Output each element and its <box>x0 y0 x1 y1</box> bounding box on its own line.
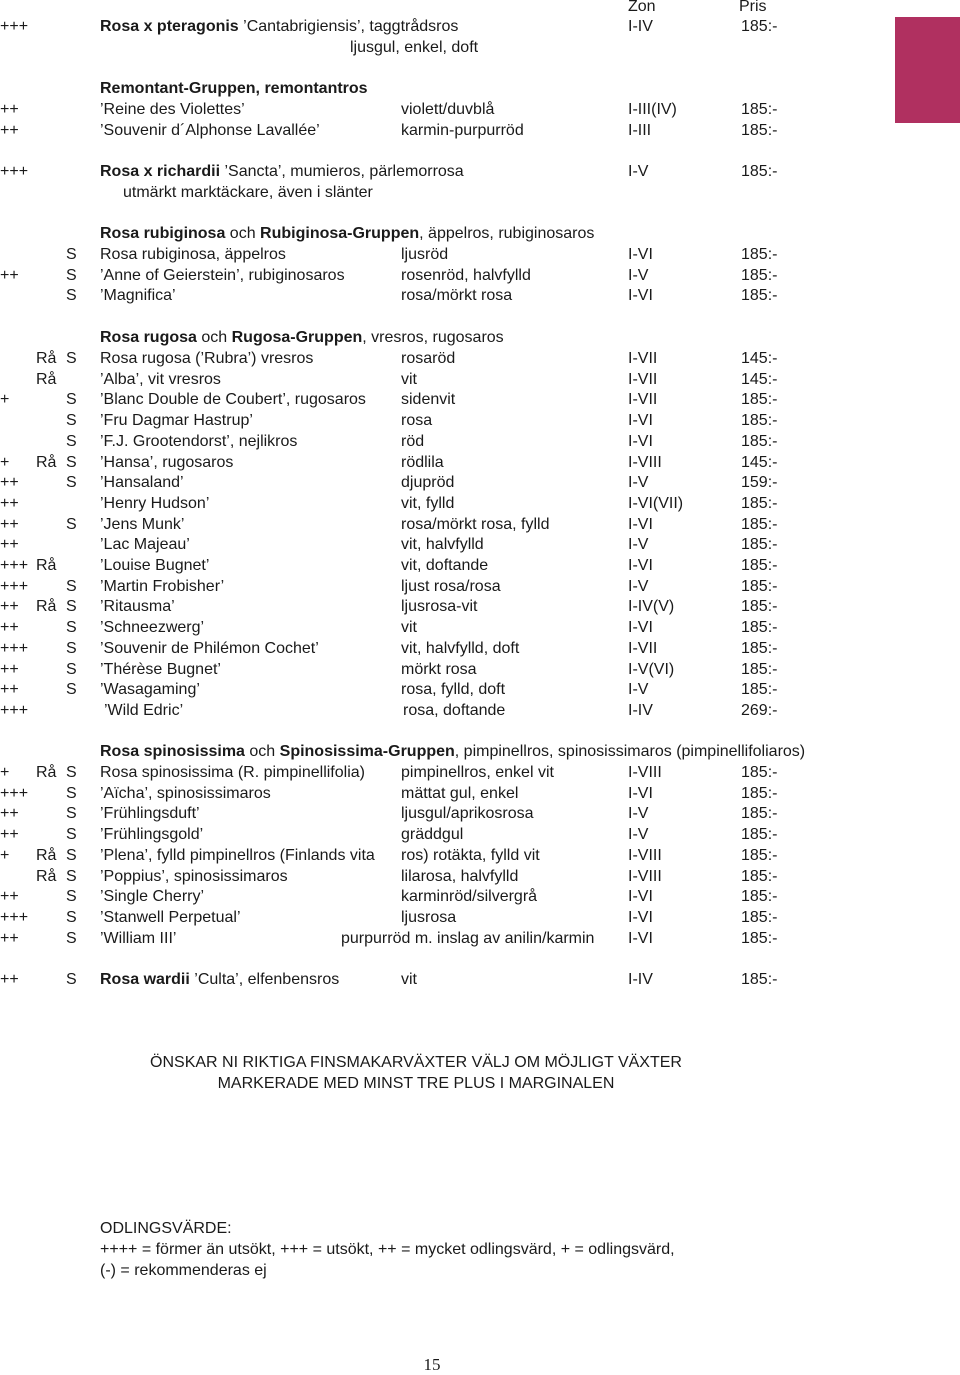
ra-flag: Rå <box>36 557 57 574</box>
s-flag: S <box>66 971 77 988</box>
zone: I-V <box>628 536 649 554</box>
zone: I-V <box>628 474 649 492</box>
zone: I-VII <box>628 639 658 657</box>
flower-color: rosenröd, halvfylld <box>401 266 531 284</box>
plant-name: ’Souvenir de Philémon Cochet’ <box>100 639 319 657</box>
zone: I-V <box>628 577 649 595</box>
plant-name: ’Martin Frobisher’ <box>100 577 225 595</box>
s-flag: S <box>66 826 77 844</box>
value-mark: ++ <box>0 515 19 533</box>
flower-color: rosa, doftande <box>403 701 506 719</box>
zone: I-VII <box>628 370 658 388</box>
value-mark: +++ <box>0 784 29 802</box>
value-mark: ++ <box>0 888 19 906</box>
zone: I-VI <box>628 515 653 533</box>
price: 269:- <box>741 701 778 719</box>
value-mark: +++ <box>0 557 29 574</box>
list-item <box>0 888 960 909</box>
s-flag: S <box>66 784 77 802</box>
list-item-description <box>0 39 960 60</box>
s-flag: S <box>66 515 77 533</box>
value-mark: +++ <box>0 701 29 719</box>
ra-flag: Rå <box>36 846 57 864</box>
flower-color: vit, fylld <box>401 494 455 512</box>
s-flag: S <box>66 474 77 492</box>
flower-color: vit, halvfylld <box>401 536 484 554</box>
value-mark: ++ <box>0 536 19 554</box>
zone: I-VIII <box>628 867 662 885</box>
list-item <box>0 287 960 308</box>
s-flag: S <box>66 639 77 657</box>
plant-name: ’Louise Bugnet’ <box>100 557 210 574</box>
flower-color: vit <box>401 971 417 988</box>
price: 185:- <box>741 246 778 263</box>
price: 185:- <box>741 101 778 118</box>
plant-name: ’Thérèse Bugnet’ <box>100 660 221 678</box>
s-flag: S <box>66 846 77 864</box>
plant-name: ’Ritausma’ <box>100 598 175 616</box>
s-flag: S <box>66 432 77 450</box>
list-item <box>0 163 960 184</box>
list-item <box>0 371 960 392</box>
price: 185:- <box>741 619 778 637</box>
value-mark: + <box>0 391 10 409</box>
value-mark: +++ <box>0 639 29 657</box>
zone: I-III <box>628 122 652 139</box>
zone: I-IV(V) <box>628 598 675 616</box>
zone: I-VII <box>628 350 658 367</box>
section-title: Remontant-Gruppen, remontantros <box>100 80 368 97</box>
page-number: 15 <box>423 1355 441 1374</box>
list-item <box>0 764 960 785</box>
s-flag: S <box>66 764 77 781</box>
flower-color: gräddgul <box>401 826 464 844</box>
value-mark: +++ <box>0 163 29 180</box>
zone: I-III(IV) <box>628 101 677 118</box>
plant-name: Rosa rubiginosa, äppelros <box>100 246 286 263</box>
flower-color: mörkt rosa <box>401 660 477 678</box>
zone: I-VI <box>628 784 653 802</box>
value-mark: +++ <box>0 18 29 35</box>
list-item <box>0 619 960 640</box>
list-item <box>0 681 960 702</box>
price: 145:- <box>741 453 778 471</box>
price-column-header: Pris <box>739 0 767 15</box>
section-title: Rosa rubiginosa och Rubiginosa-Gruppen, äppelros, rubiginosaros <box>100 225 595 242</box>
flower-color: karmin-purpurröd <box>401 122 524 139</box>
value-mark: ++ <box>0 494 19 512</box>
zone: I-V <box>628 266 649 284</box>
plant-name: ’Frühlingsgold’ <box>100 826 204 844</box>
description: ljusgul, enkel, doft <box>350 39 479 56</box>
plant-name: ’Jens Munk’ <box>100 515 185 533</box>
flower-color: rödlila <box>401 453 444 471</box>
plant-name: ’Alba’, vit vresros <box>100 370 221 388</box>
s-flag: S <box>66 660 77 678</box>
price: 185:- <box>741 867 778 885</box>
price: 185:- <box>741 826 778 844</box>
list-item <box>0 971 960 992</box>
plant-name: Rosa rugosa (’Rubra’) vresros <box>100 350 314 367</box>
flower-color: ljusrosa-vit <box>401 598 478 616</box>
plant-name: Rosa spinosissima (R. pimpinellifolia) <box>100 764 365 781</box>
ra-flag: Rå <box>36 350 57 367</box>
value-mark: ++ <box>0 805 19 823</box>
price: 185:- <box>741 805 778 823</box>
list-item <box>0 246 960 267</box>
plant-name: ’Blanc Double de Coubert’, rugosaros <box>100 391 366 409</box>
zone: I-VI(VII) <box>628 494 684 512</box>
zone: I-VIII <box>628 846 662 864</box>
zone: I-IV <box>628 971 653 988</box>
plant-name: ’Frühlingsduft’ <box>100 805 200 823</box>
plant-name: Rosa x richardii ’Sancta’, mumieros, pärlemorrosa <box>100 163 464 180</box>
flower-color: röd <box>401 432 425 450</box>
list-item <box>0 868 960 889</box>
description: utmärkt marktäckare, även i slänter <box>123 184 373 201</box>
plant-name: Rosa wardii ’Culta’, elfenbensros <box>100 971 340 988</box>
price: 185:- <box>741 122 778 139</box>
zone: I-V <box>628 163 649 180</box>
value-mark: ++ <box>0 929 19 947</box>
ra-flag: Rå <box>36 764 57 781</box>
notice-line-2: MARKERADE MED MINST TRE PLUS I MARGINALEN <box>217 1075 615 1092</box>
ra-flag: Rå <box>36 867 57 885</box>
zone: I-V(VI) <box>628 660 675 678</box>
flower-color: vit, doftande <box>401 557 489 574</box>
list-item <box>0 122 960 143</box>
list-item <box>0 412 960 433</box>
list-item <box>0 391 960 412</box>
zone: I-V <box>628 805 649 823</box>
list-item <box>0 702 960 723</box>
legend-line-1: ++++ = förmer än utsökt, +++ = utsökt, ++ = mycket odlingsvärd, + = odlingsvärd, <box>100 1241 675 1258</box>
s-flag: S <box>66 287 77 305</box>
s-flag: S <box>66 619 77 637</box>
zone: I-VI <box>628 432 653 450</box>
flower-color: vit <box>401 619 417 637</box>
price: 185:- <box>741 908 778 926</box>
zone: I-VII <box>628 391 658 409</box>
list-item <box>0 785 960 806</box>
value-mark: + <box>0 764 10 781</box>
value-mark: ++ <box>0 826 19 844</box>
list-item <box>0 909 960 930</box>
value-mark: +++ <box>0 577 29 595</box>
list-item <box>0 826 960 847</box>
zone: I-VI <box>628 908 653 926</box>
plant-name: ’Souvenir d´Alphonse Lavallée’ <box>100 122 320 139</box>
flower-color: ljust rosa/rosa <box>401 577 501 595</box>
plant-name: ’Wasagaming’ <box>100 681 200 699</box>
flower-color: rosa/mörkt rosa, fylld <box>401 515 550 533</box>
flower-color: ros) rotäkta, fylld vit <box>401 846 540 864</box>
section-title: Rosa spinosissima och Spinosissima-Gruppen, pimpinellros, spinosissimaros (pimpinellifoliaros) <box>100 743 806 760</box>
price: 185:- <box>741 784 778 802</box>
price: 185:- <box>741 536 778 554</box>
plant-name: ’Aïcha’, spinosissimaros <box>100 784 271 802</box>
list-item <box>0 847 960 868</box>
plant-name: ’Hansaland’ <box>100 474 184 492</box>
plant-name: ’Fru Dagmar Hastrup’ <box>100 412 253 430</box>
flower-color: rosa/mörkt rosa <box>401 287 513 305</box>
value-mark: ++ <box>0 660 19 678</box>
zone: I-VI <box>628 619 653 637</box>
price: 185:- <box>741 515 778 533</box>
list-item <box>0 640 960 661</box>
zone: I-V <box>628 681 649 699</box>
zone: I-VI <box>628 888 653 906</box>
price: 145:- <box>741 370 778 388</box>
section-title: Rosa rugosa och Rugosa-Gruppen, vresros, rugosaros <box>100 329 504 346</box>
plant-name: ’Stanwell Perpetual’ <box>100 908 241 926</box>
price: 145:- <box>741 350 778 367</box>
list-item <box>0 661 960 682</box>
list-item <box>0 495 960 516</box>
zone: I-VI <box>628 929 653 947</box>
flower-color: mättat gul, enkel <box>401 784 519 802</box>
price: 185:- <box>741 577 778 595</box>
ra-flag: Rå <box>36 453 57 471</box>
s-flag: S <box>66 577 77 595</box>
plant-name: ’Henry Hudson’ <box>100 494 210 512</box>
price: 185:- <box>741 888 778 906</box>
list-item <box>0 474 960 495</box>
list-item <box>0 598 960 619</box>
flower-color: purpurröd m. inslag av anilin/karmin <box>341 929 595 947</box>
plant-name: ’Reine des Violettes’ <box>100 101 245 118</box>
plant-name: ’Lac Majeau’ <box>100 536 190 554</box>
plant-name: ’Plena’, fylld pimpinellros (Finlands vita <box>100 846 375 864</box>
s-flag: S <box>66 391 77 409</box>
price: 185:- <box>741 163 778 180</box>
legend-line-2: (-) = rekommenderas ej <box>100 1262 267 1279</box>
value-mark: ++ <box>0 971 19 988</box>
list-item <box>0 536 960 557</box>
list-item <box>0 557 960 578</box>
plant-name: Rosa x pteragonis ’Cantabrigiensis’, taggtrådsros <box>100 18 459 35</box>
list-item <box>0 350 960 371</box>
s-flag: S <box>66 908 77 926</box>
list-item <box>0 454 960 475</box>
plant-name: ’F.J. Grootendorst’, nejlikros <box>100 432 298 450</box>
value-mark: ++ <box>0 681 19 699</box>
legend-title: ODLINGSVÄRDE: <box>100 1220 232 1237</box>
list-item <box>0 433 960 454</box>
plant-name: ’William III’ <box>100 929 177 947</box>
plant-name: ’Anne of Geierstein’, rubiginosaros <box>100 266 345 284</box>
value-mark: + <box>0 453 10 471</box>
list-item <box>0 930 960 951</box>
price: 185:- <box>741 266 778 284</box>
plant-name: ’Hansa’, rugosaros <box>100 453 234 471</box>
price: 185:- <box>741 929 778 947</box>
value-mark: ++ <box>0 474 19 492</box>
zone: I-VI <box>628 412 653 430</box>
plant-name: ’Schneezwerg’ <box>100 619 205 637</box>
price: 185:- <box>741 598 778 616</box>
flower-color: rosaröd <box>401 350 456 367</box>
zone: I-VIII <box>628 453 662 471</box>
value-mark: ++ <box>0 619 19 637</box>
s-flag: S <box>66 246 77 263</box>
flower-color: violett/duvblå <box>401 101 495 118</box>
s-flag: S <box>66 598 77 616</box>
price: 185:- <box>741 660 778 678</box>
price: 185:- <box>741 846 778 864</box>
list-item <box>0 101 960 122</box>
s-flag: S <box>66 867 77 885</box>
price: 185:- <box>741 557 778 574</box>
list-item <box>0 805 960 826</box>
flower-color: karminröd/silvergrå <box>401 888 538 906</box>
s-flag: S <box>66 453 77 471</box>
list-item <box>0 18 960 39</box>
flower-color: vit, halvfylld, doft <box>401 639 520 657</box>
plant-name: ’Magnifica’ <box>100 287 176 305</box>
price: 185:- <box>741 18 778 35</box>
flower-color: vit <box>401 370 417 388</box>
price: 185:- <box>741 681 778 699</box>
flower-color: pimpinellros, enkel vit <box>401 764 554 781</box>
price: 185:- <box>741 391 778 409</box>
ra-flag: Rå <box>36 370 57 388</box>
s-flag: S <box>66 888 77 906</box>
value-mark: +++ <box>0 908 29 926</box>
s-flag: S <box>66 805 77 823</box>
zone-column-header: Zon <box>628 0 656 15</box>
flower-color: lilarosa, halvfylld <box>401 867 519 885</box>
flower-color: ljusgul/aprikosrosa <box>401 805 534 823</box>
flower-color: rosa <box>401 412 433 430</box>
list-item <box>0 578 960 599</box>
value-mark: ++ <box>0 598 19 616</box>
flower-color: djupröd <box>401 474 455 492</box>
ra-flag: Rå <box>36 598 57 616</box>
list-item <box>0 267 960 288</box>
zone: I-VIII <box>628 764 662 781</box>
flower-color: rosa, fylld, doft <box>401 681 506 699</box>
price: 185:- <box>741 639 778 657</box>
s-flag: S <box>66 266 77 284</box>
zone: I-IV <box>628 701 653 719</box>
flower-color: sidenvit <box>401 391 456 409</box>
list-item-description <box>0 184 960 205</box>
value-mark: ++ <box>0 101 19 118</box>
s-flag: S <box>66 412 77 430</box>
price: 159:- <box>741 474 778 492</box>
price: 185:- <box>741 287 778 305</box>
zone: I-VI <box>628 246 653 263</box>
s-flag: S <box>66 681 77 699</box>
plant-name: ’Single Cherry’ <box>100 888 205 906</box>
value-mark: ++ <box>0 266 19 284</box>
s-flag: S <box>66 350 77 367</box>
plant-name: ’Poppius’, spinosissimaros <box>100 867 288 885</box>
zone: I-IV <box>628 18 653 35</box>
flower-color: ljusrosa <box>401 908 457 926</box>
flower-color: ljusröd <box>401 246 449 263</box>
zone: I-V <box>628 826 649 844</box>
value-mark: + <box>0 846 10 864</box>
notice-line-1: ÖNSKAR NI RIKTIGA FINSMAKARVÄXTER VÄLJ OM MÖJLIGT VÄXTER <box>150 1054 682 1071</box>
price: 185:- <box>741 412 778 430</box>
price: 185:- <box>741 971 778 988</box>
zone: I-VI <box>628 557 653 574</box>
s-flag: S <box>66 929 77 947</box>
price: 185:- <box>741 432 778 450</box>
zone: I-VI <box>628 287 653 305</box>
list-item <box>0 516 960 537</box>
value-mark: ++ <box>0 122 19 139</box>
plant-name: ’Wild Edric’ <box>104 701 184 719</box>
price: 185:- <box>741 494 778 512</box>
price: 185:- <box>741 764 778 781</box>
